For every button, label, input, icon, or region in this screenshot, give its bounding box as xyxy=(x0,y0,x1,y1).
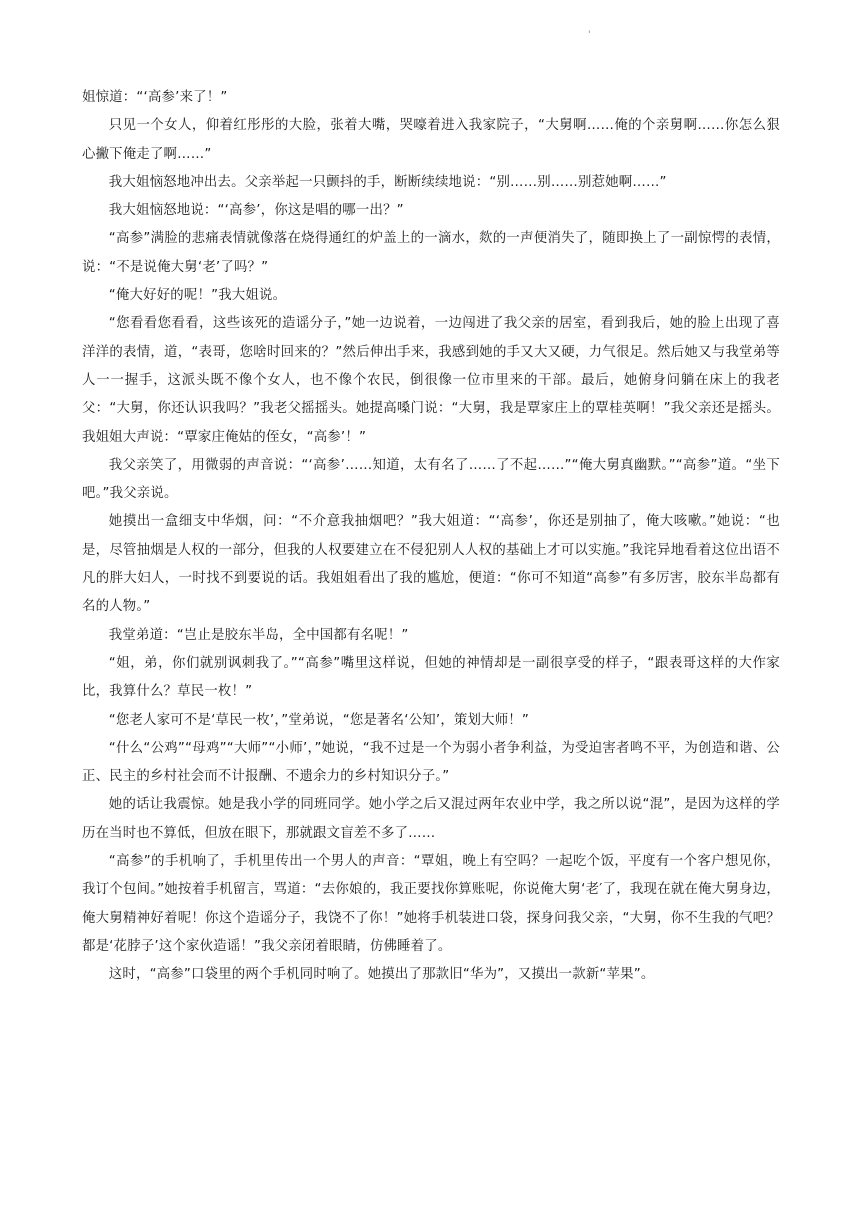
paragraph: 我父亲笑了，用微弱的声音说：“‘高参’……知道，太有名了……了不起……”“俺大舅真幽默。”“高参”道。“坐下吧。”我父亲说。 xyxy=(82,457,780,502)
paragraph: “高参”满脸的悲痛表情就像落在烧得通红的炉盖上的一滴水，欻的一声便消失了，随即换上了一副惊愕的表情，说：“不是说俺大舅‘老’了吗？” xyxy=(82,231,780,275)
paragraph: 姐惊道：“‘高参’来了！” xyxy=(82,90,228,105)
document-body xyxy=(82,84,780,990)
paragraph: “姐，弟，你们就别讽刺我了。”“高参”嘴里这样说，但她的神情却是一副很享受的样子，“跟表哥这样的大作家比，我算什么？草民一枚！” xyxy=(82,655,780,700)
paragraph: 只见一个女人，仰着红彤彤的大脸，张着大嘴，哭嚎着进入我家院子，“大舅啊……俺的个亲舅啊……你怎么狠心撇下俺走了啊……” xyxy=(82,118,780,162)
paragraph: 她的话让我震惊。她是我小学的同班同学。她小学之后又混过两年农业中学，我之所以说“混”，是因为这样的学历在当时也不算低，但放在眼下，那就跟文盲差不多了…… xyxy=(82,797,780,841)
paragraph: “高参”的手机响了，手机里传出一个男人的声音：“覃姐，晚上有空吗？一起吃个饭，平度有一个客户想见你，我订个包间。”她按着手机留言，骂道：“去你娘的，我正要找你算账呢，你说俺大舅‘老′了，我现在就在俺大舅身边，俺大舅精神好着呢！你这个造谣分子，我饶不了你！”她将手机装进口袋，探身问我父亲，“大舅，你不生我的气吧？都是‘花脖子’这个家伙造谣！”我父亲闭着眼睛，仿佛睡着了。 xyxy=(82,854,780,954)
paragraph: 我堂弟道：“岂止是胶东半岛，全中国都有名呢！” xyxy=(108,627,409,643)
paragraph: “您看看您看看，这些该死的造谣分子，”她一边说着，一边闯进了我父亲的居室，看到我后，她的脸上出现了喜洋洋的表情，道，“表哥，您啥时回来的？”然后伸出手来，我感到她的手又大又硬，力气很足。然后她又与我堂弟等人一一握手，这派头既不像个女人，也不像个农民，倒很像一位市里来的干部。最后，她俯身问躺在床上的我老父：“大舅，你还认识我吗？”我老父摇摇头。她提高嗓门说：“大舅，我是覃家庄上的覃桂英啊！”我父亲还是摇头。我姐姐大声说：“覃家庄俺姑的侄女，“高参’！” xyxy=(82,316,780,445)
paragraph: 我大姐恼怒地冲出去。父亲举起一只颤抖的手，断断续续地说：“别……别……别惹她啊……” xyxy=(108,174,667,190)
paragraph: “什么“公鸡”“母鸡”“大师”“小师’，”她说，“我不过是一个为弱小者争利益，为受迫害者鸣不平，为创造和谐、公正、民主的乡村社会而不计报酬、不遗余力的乡村知识分子。” xyxy=(82,740,780,785)
paragraph: 我大姐恼怒地说：“‘高参’，你这是唱的哪一出？” xyxy=(108,203,404,219)
paragraph: “俺大好好的呢！”我大姐说。 xyxy=(108,288,287,304)
header-mark: ' xyxy=(588,30,591,40)
paragraph: 这时，“高参”口袋里的两个手机同时响了。她摸出了那款旧“华为”，又摸出一款新“苹果”。 xyxy=(108,967,655,983)
paragraph: 她摸出一盒细支中华烟，问：“不介意我抽烟吧？”我大姐道：“‘高参’，你还是别抽了，俺大咳嗽。”她说：“也是，尽管抽烟是人权的一部分，但我的人权要建立在不侵犯别人人权的基础上才可以实施。”我诧异地看着这位出语不凡的胖大妇人，一时找不到要说的话。我姐姐看出了我的尴尬，便道：“你可不知道“高参”有多厉害，胶东半岛都有名的人物。” xyxy=(82,514,780,615)
paragraph: “您老人家可不是‘草民一枚’，”堂弟说，“您是著名‘公知’，策划大师！” xyxy=(108,712,530,728)
